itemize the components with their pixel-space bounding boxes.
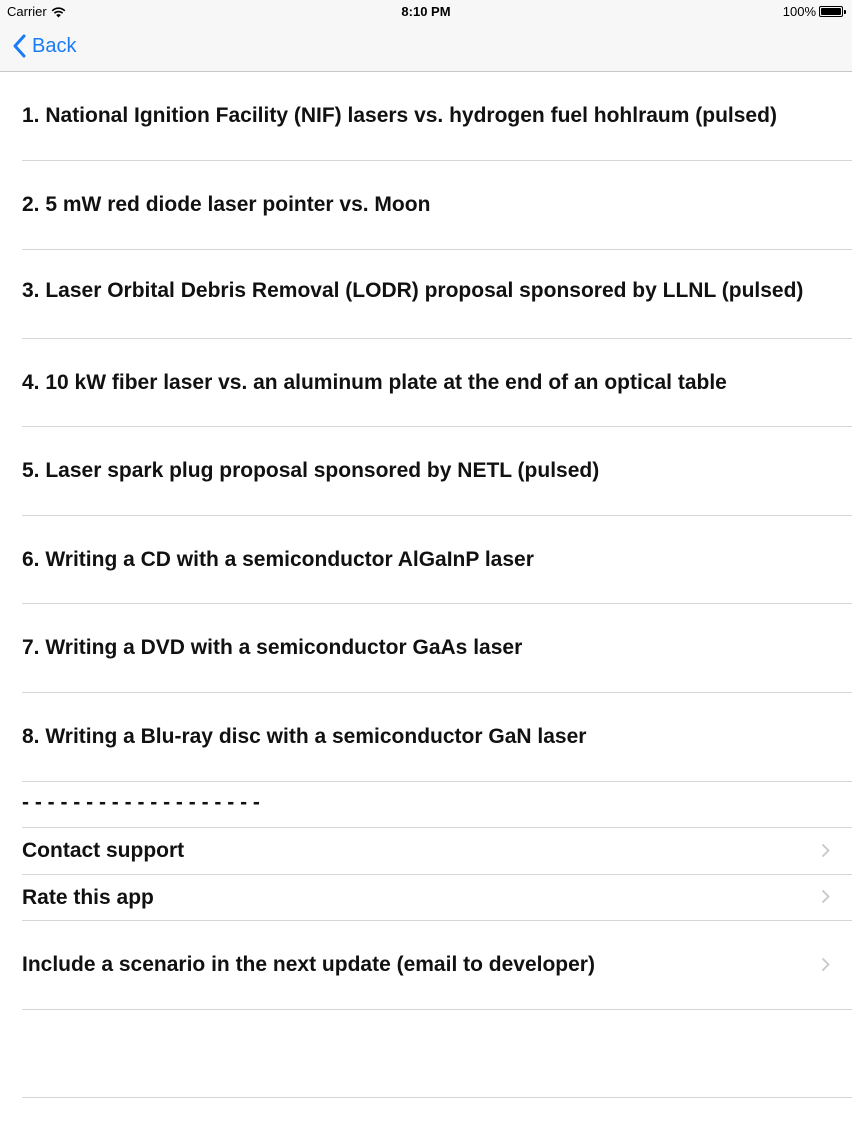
navigation-bar: [0, 24, 852, 72]
chevron-right-icon: [821, 957, 830, 972]
scenario-row-3[interactable]: [0, 250, 852, 338]
battery-icon: [819, 6, 843, 17]
rate-app-label: Rate this app: [22, 886, 154, 909]
scenario-row-7[interactable]: [0, 604, 852, 692]
carrier-label: Carrier: [7, 4, 47, 19]
scenario-label: 3. Laser Orbital Debris Removal (LODR) proposal sponsored by LLNL (pulsed): [22, 279, 804, 302]
dashed-divider: - - - - - - - - - - - - - - - - - - -: [22, 791, 260, 814]
scenario-label: 2. 5 mW red diode laser pointer vs. Moon: [22, 193, 431, 216]
battery-indicator: [783, 4, 846, 19]
rate-app-row[interactable]: [0, 875, 852, 921]
scenario-label: 5. Laser spark plug proposal sponsored by NETL (pulsed): [22, 459, 600, 482]
chevron-left-icon: [12, 34, 26, 58]
clock: 8:10 PM: [401, 4, 451, 19]
empty-row: [0, 1010, 852, 1097]
include-scenario-label: Include a scenario in the next update (email to developer): [22, 953, 595, 976]
chevron-right-icon: [821, 843, 830, 858]
scenario-label: 7. Writing a DVD with a semiconductor GaAs laser: [22, 636, 523, 659]
contact-support-label: Contact support: [22, 839, 185, 862]
row-separator: [22, 781, 852, 782]
scenario-label: 8. Writing a Blu-ray disc with a semiconductor GaN laser: [22, 725, 587, 748]
scenario-label: 1. National Ignition Facility (NIF) lasers vs. hydrogen fuel hohlraum (pulsed): [22, 104, 777, 127]
contact-support-row[interactable]: [0, 828, 852, 874]
scenario-label: 6. Writing a CD with a semiconductor AlGaInP laser: [22, 548, 534, 571]
scenario-row-2[interactable]: [0, 161, 852, 249]
battery-percent: 100%: [782, 4, 816, 19]
scenario-label: 4. 10 kW fiber laser vs. an aluminum plate at the end of an optical table: [22, 371, 727, 394]
back-button[interactable]: [12, 34, 76, 58]
row-separator: [22, 1097, 852, 1098]
chevron-right-icon: [821, 889, 830, 904]
back-label: Back: [32, 34, 77, 57]
scenario-row-5[interactable]: [0, 427, 852, 515]
scenario-row-6[interactable]: [0, 516, 852, 604]
scenario-row-8[interactable]: [0, 693, 852, 781]
include-scenario-row[interactable]: [0, 921, 852, 1009]
scenario-row-1[interactable]: [0, 72, 852, 160]
scenario-row-4[interactable]: [0, 339, 852, 427]
status-bar: [0, 0, 852, 24]
